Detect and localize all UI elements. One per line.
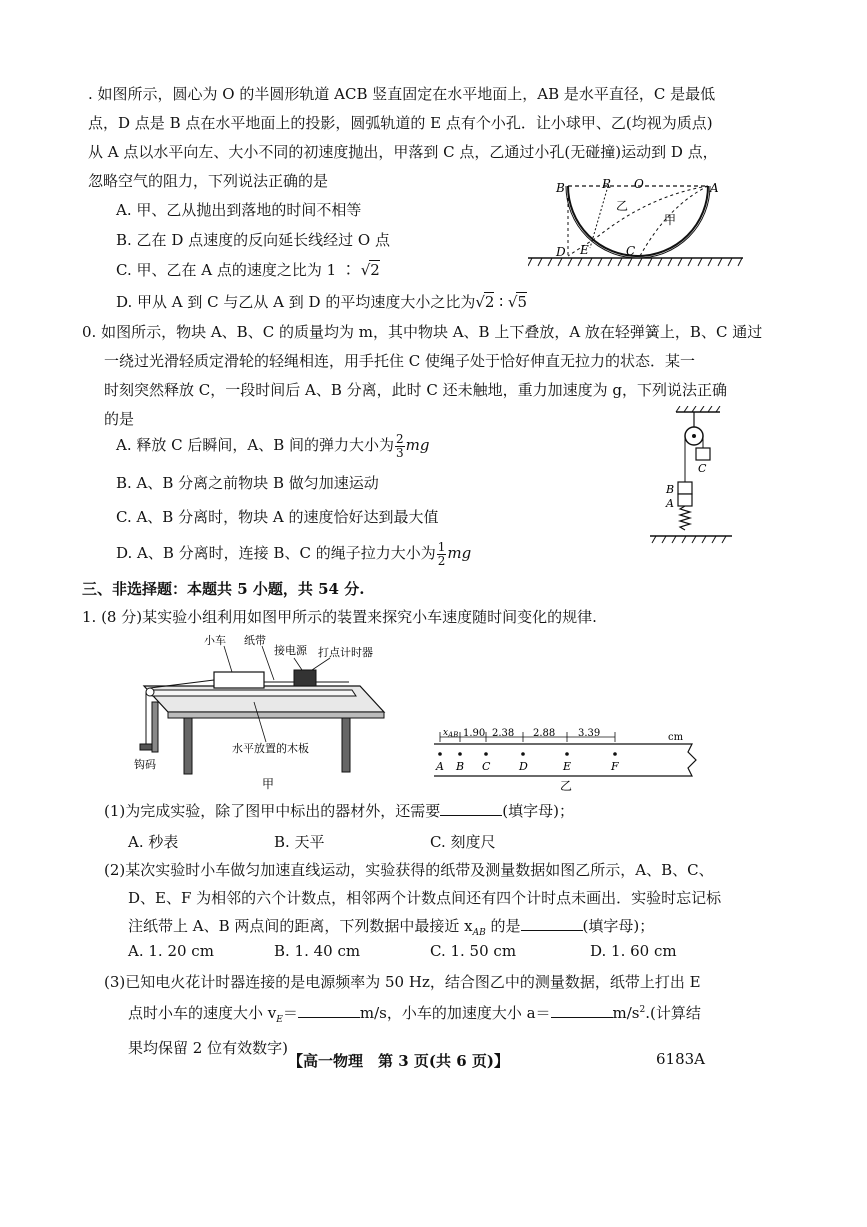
q11-part3 — [104, 968, 701, 1062]
cart — [214, 672, 264, 688]
label-jia: 甲 — [664, 213, 677, 227]
q10-stem-line: 的是 — [104, 410, 135, 428]
leader-cart — [224, 646, 232, 672]
leader-power — [294, 658, 302, 670]
ground-hatch — [652, 536, 726, 543]
label-board: 水平放置的木板 — [232, 742, 309, 755]
label-cart: 小车 — [204, 634, 226, 647]
block-a — [678, 494, 692, 506]
q9-stem-line: 点，D 点是 B 点在水平地面上的投影，圆弧轨道的 E 点有个小孔．让小球甲、乙(均视为质点) — [88, 114, 713, 132]
q11-part2 — [104, 856, 721, 947]
label-unit: cm — [668, 732, 684, 743]
label-yi: 乙 — [616, 199, 629, 213]
q9-option-d-root2: 5 — [517, 293, 528, 311]
point-f: F — [611, 760, 619, 773]
q11-part2-line3b: 的是 — [485, 917, 521, 935]
label-power: 接电源 — [274, 644, 307, 657]
q10-pulley-figure — [646, 406, 736, 546]
q11-setup-figure — [134, 632, 390, 792]
label-tape: 纸带 — [244, 634, 266, 647]
frac-den: 2 — [437, 553, 446, 568]
q11-part3-line: 果均保留 2 位有效数字) — [128, 1039, 288, 1057]
q11-part3-a: m/s，小车的加速度大小 a＝ — [359, 1004, 551, 1022]
frac-den: 3 — [396, 445, 404, 460]
label-d4: 3.39 — [578, 728, 601, 739]
q11-p2-option-b: B. 1. 40 cm — [274, 942, 361, 960]
q11-part2-line3sub: AB — [472, 928, 486, 938]
q9-option-c-text: C. 甲、乙在 A 点的速度之比为 1 ∶ — [116, 261, 361, 279]
tape-dots — [438, 752, 617, 756]
q11-p2-option-c: C. 1. 50 cm — [430, 942, 517, 960]
label-r: R — [602, 177, 612, 191]
q9-options — [116, 195, 527, 317]
q11-part3-line — [104, 996, 701, 1034]
point-c: C — [482, 760, 491, 773]
frac-num: 1 — [437, 539, 446, 554]
q11-part3-v-sub: E — [276, 1015, 283, 1025]
q11-part3-eq: ＝ — [282, 1004, 298, 1022]
q11-part3-unit-sup: 2 — [639, 1005, 646, 1015]
label-b: B — [666, 483, 675, 496]
point-a: A — [436, 760, 444, 773]
q10-option-d-tail: mg — [447, 544, 472, 562]
q11-part2-line: (2)某次实验时小车做匀加速直线运动，实验获得的纸带及测量数据如图乙所示，A、B、C、 — [104, 861, 714, 879]
q11-p1-option-c: C. 刻度尺 — [430, 833, 496, 851]
frac-num: 2 — [396, 431, 404, 446]
q9-stem-line: . 如图所示，圆心为 O 的半圆形轨道 ACB 竖直固定在水平地面上，AB 是水平直径，C 是最低 — [88, 85, 716, 103]
wooden-board — [148, 690, 356, 696]
q11-part2-line: D、E、F 为相邻的六个计数点，相邻两个计数点间还有四个计时点未画出．实验时忘记标 — [128, 889, 722, 907]
label-a: A — [710, 181, 719, 195]
label-e: E — [580, 243, 589, 257]
q9-stem-line: 忽略空气的阻力，下列说法正确的是 — [88, 172, 329, 190]
q11-p2-option-a: A. 1. 20 cm — [128, 942, 214, 960]
answer-blank[interactable] — [298, 1002, 360, 1018]
q11-part3-line: (3)已知电火花计时器连接的是电源频率为 50 Hz，结合图乙中的测量数据，纸带上打出 E — [104, 973, 701, 991]
answer-blank[interactable] — [521, 915, 583, 931]
label-c: C — [626, 244, 636, 258]
caption-yi: 乙 — [560, 779, 573, 793]
label-c: C — [698, 462, 707, 475]
q11-part3-v: 点时小车的速度大小 v — [128, 1004, 277, 1022]
spring-icon — [680, 506, 690, 530]
q11-p1-option-b: B. 天平 — [274, 833, 325, 851]
section-title: 三、非选择题：本题共 5 小题，共 54 分. — [82, 580, 365, 598]
answer-blank[interactable] — [551, 1002, 613, 1018]
q11-p2-option-d: D. 1. 60 cm — [590, 942, 677, 960]
q9-stem-line: 从 A 点以水平向左、大小不同的初速度抛出，甲落到 C 点，乙通过小孔(无碰撞)运动到 D 点， — [88, 143, 718, 161]
q9-semicircle-figure — [528, 176, 743, 268]
pulley-axle — [692, 434, 696, 438]
q10-stem-line: 0. 如图所示，物块 A、B、C 的质量均为 m，其中物块 A、B 上下叠放，A 放在轻弹簧上，B、C 通过 — [82, 323, 763, 341]
q11-part3-tail: .(计算结 — [645, 1004, 701, 1022]
q10-option-c: C. A、B 分离时，物块 A 的速度恰好达到最大值 — [116, 508, 439, 526]
q10-stem-line: 一绕过光滑轻质定滑轮的轻绳相连，用手托住 C 使绳子处于恰好伸直无拉力的状态．某一 — [104, 352, 696, 370]
q9-option-d-sep: ∶ — [494, 293, 508, 311]
label-d: D — [556, 245, 566, 259]
table-leg — [342, 718, 350, 772]
label-d1: 1.90 — [463, 728, 486, 739]
q11-tape-figure — [430, 728, 700, 794]
q9-option-d: D. 甲从 A 到 C 与乙从 A 到 D 的平均速度大小之比为√2 ∶ √5 — [116, 293, 528, 311]
ground-hatch — [528, 258, 742, 266]
answer-blank[interactable] — [440, 800, 502, 816]
point-e: E — [563, 760, 572, 773]
q11-part2-line3c: (填字母)； — [582, 917, 655, 935]
q10-options — [116, 428, 471, 570]
q11-part3-unit: m/s — [612, 1004, 640, 1022]
q10-option-d — [116, 536, 471, 570]
table-leg — [152, 702, 158, 752]
caption-jia: 甲 — [262, 777, 275, 791]
q10-option-a-tail: mg — [405, 436, 430, 454]
table-pulley-icon — [146, 688, 154, 696]
q11-part1-text: (1)为完成实验，除了图甲中标出的器材外，还需要 — [104, 802, 441, 820]
block-c — [696, 448, 710, 460]
q10-option-a — [116, 428, 471, 462]
q9-option-c: C. 甲、乙在 A 点的速度之比为 1 ∶ √2 — [116, 261, 380, 279]
label-o: O — [634, 177, 644, 191]
q10-option-b: B. A、B 分离之前物块 B 做匀加速运动 — [116, 474, 379, 492]
label-hook-weight: 钩码 — [134, 758, 156, 771]
point-b: B — [456, 760, 465, 773]
label-d3: 2.88 — [533, 728, 556, 739]
q9-option-d-root1: 2 — [484, 293, 495, 311]
table-edge — [168, 712, 384, 718]
q9-option-a: A. 甲、乙从抛出到落地的时间不相等 — [116, 201, 362, 219]
leader-timer — [312, 658, 330, 670]
q9-option-c-root: 2 — [370, 261, 380, 279]
track-arc — [568, 186, 708, 256]
table-leg — [184, 718, 192, 774]
label-a: A — [666, 497, 674, 510]
weight-icon — [140, 744, 152, 750]
label-b: B — [556, 181, 565, 195]
q9-option-d-text: D. 甲从 A 到 C 与乙从 A 到 D 的平均速度大小之比为 — [116, 293, 476, 311]
q10-option-d-frac — [437, 541, 447, 568]
q11-part1 — [104, 800, 574, 821]
label-xab: $x_{AB}$ — [443, 728, 459, 739]
q11-stem: 1. (8 分)某实验小组利用如图甲所示的装置来探究小车速度随时间变化的规律. — [82, 608, 597, 626]
yi-path — [568, 186, 708, 256]
block-b — [678, 482, 692, 494]
q10-stem-line: 时刻突然释放 C，一段时间后 A、B 分离，此时 C 还未触地，重力加速度为 g，下列说法正确 — [104, 381, 728, 399]
paper-code: 6183A — [656, 1050, 706, 1068]
q11-p1-option-a: A. 秒表 — [128, 833, 179, 851]
q10-option-a-frac — [395, 433, 405, 460]
point-d: D — [519, 760, 528, 773]
label-d2: 2.38 — [492, 728, 515, 739]
timer-device — [294, 670, 316, 686]
page-footer: 【高一物理 第 3 页(共 6 页)】 — [288, 1052, 509, 1070]
q11-part1-tail: (填字母)； — [502, 802, 574, 820]
ceiling-hatch — [676, 406, 720, 412]
q11-part2-line3a: 注纸带上 A、B 两点间的距离，下列数据中最接近 x — [128, 917, 473, 935]
q10-option-a-text: A. 释放 C 后瞬间，A、B 间的弹力大小为 — [116, 436, 395, 454]
q10-option-d-text: D. A、B 分离时，连接 B、C 的绳子拉力大小为 — [116, 544, 436, 562]
label-timer: 打点计时器 — [318, 646, 373, 659]
q9-option-b: B. 乙在 D 点速度的反向延长线经过 O 点 — [116, 231, 390, 249]
